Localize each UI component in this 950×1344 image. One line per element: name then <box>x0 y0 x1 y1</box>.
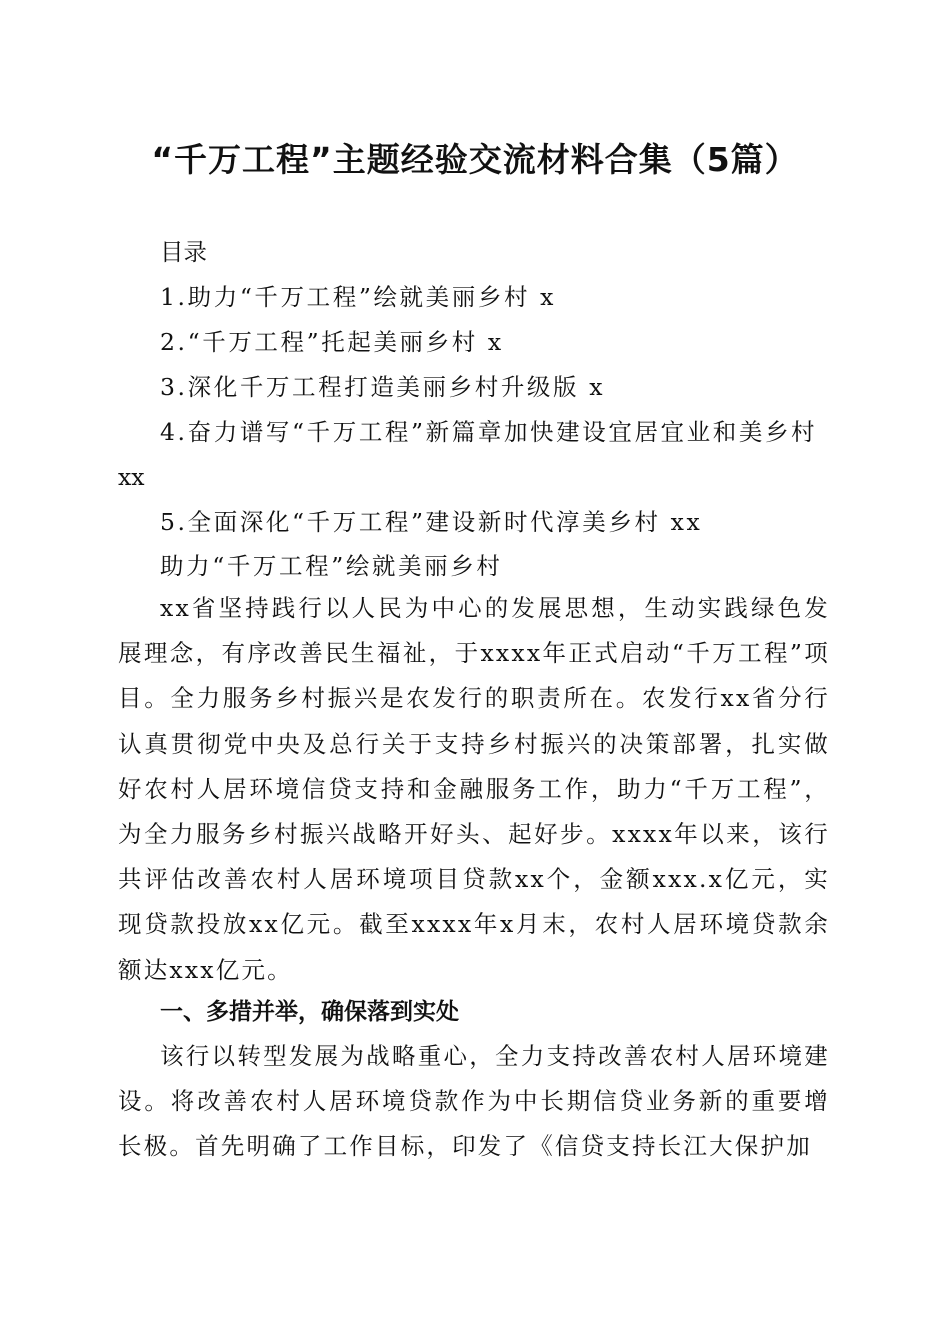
toc-heading: 目录 <box>160 238 207 266</box>
toc-item-1: 1.助力“千万工程”绘就美丽乡村 x <box>160 283 556 311</box>
document-title: “千万工程”主题经验交流材料合集（5篇） <box>151 140 799 179</box>
section-1-heading: 一、多措并举，确保落到实处 <box>160 999 459 1025</box>
paragraph-1: xx省坚持践行以人民为中心的发展思想，生动实践绿色发展理念，有序改善民生福祉，于xxxx年正式启动“千万工程”项目。全力服务乡村振兴是农发行的职责所在。农发行xx省分行认真贯彻党中央及总行关于支持乡村振兴的决策部署，扎实做好农村人居环境信贷支持和金融服务工作，助力“千万工程”，为全力服务乡村振兴战略开好头、起好步。xxxx年以来，该行共评估改善农村人居环境项目贷款xx个，金额xxx.x亿元，实现贷款投放xx亿元。截至xxxx年x月末，农村人居环境贷款余额达xxx亿元。 <box>118 594 830 984</box>
article-title: 助力“千万工程”绘就美丽乡村 <box>160 552 503 580</box>
toc-item-3: 3.深化千万工程打造美丽乡村升级版 x <box>160 373 606 401</box>
toc-item-2: 2.“千万工程”托起美丽乡村 x <box>160 328 504 356</box>
toc-item-4: 4.奋力谱写“千万工程”新篇章加快建设宜居宜业和美乡村 <box>160 418 818 446</box>
paragraph-2: 该行以转型发展为战略重心，全力支持改善农村人居环境建设。将改善农村人居环境贷款作为中长期信贷业务新的重要增长极。首先明确了工作目标，印发了《信贷支持长江大保护加 <box>118 1042 830 1161</box>
toc-item-5: 5.全面深化“千万工程”建设新时代淳美乡村 xx <box>160 508 703 536</box>
toc-item-4-continuation: xx <box>118 463 145 491</box>
